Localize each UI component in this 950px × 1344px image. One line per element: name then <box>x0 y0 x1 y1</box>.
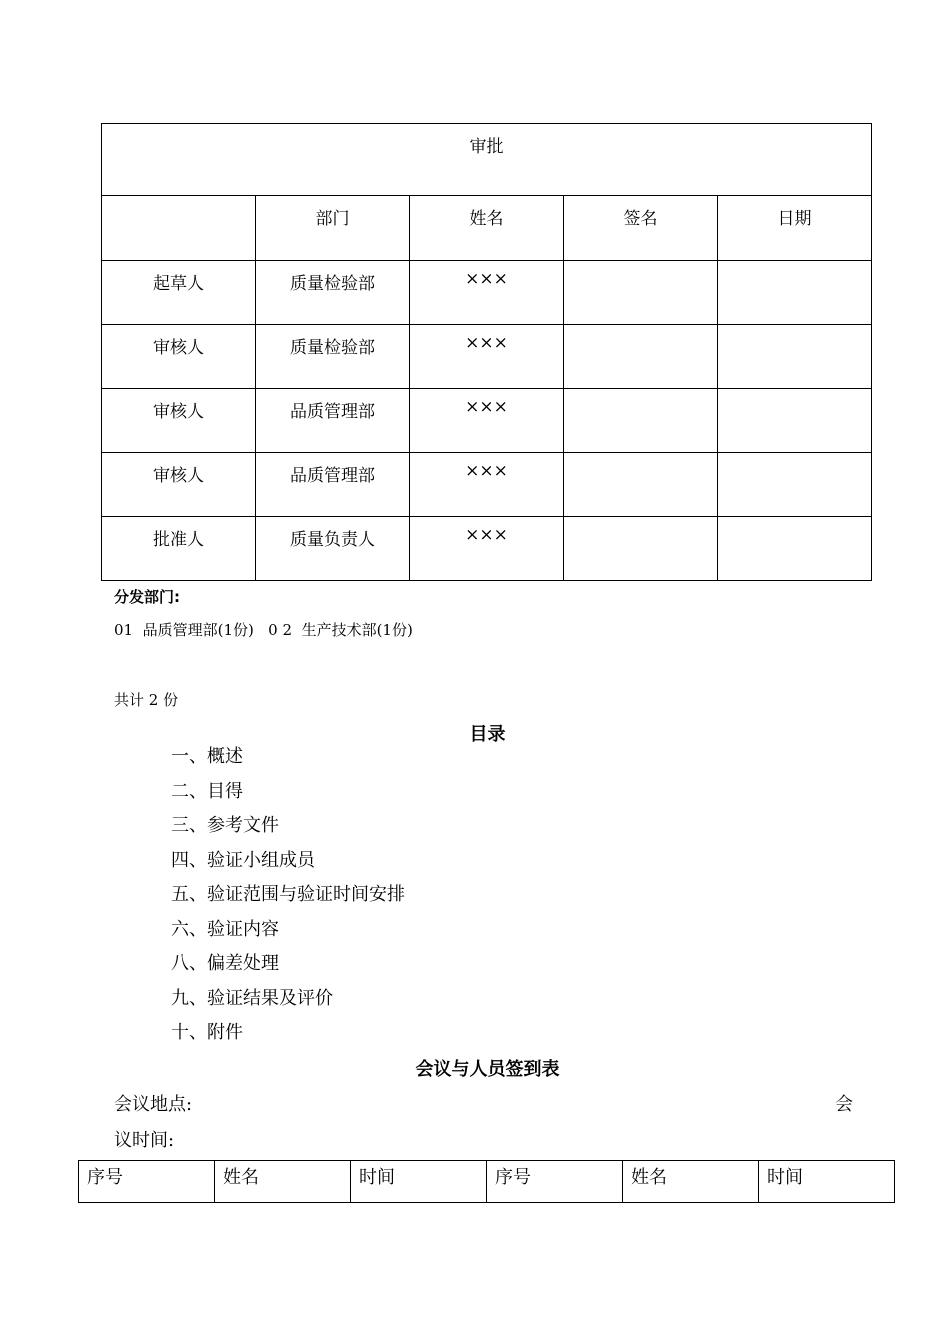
approval-title: 审批 <box>102 124 872 196</box>
approval-role: 批准人 <box>102 517 256 581</box>
signin-header-no: 序号 <box>79 1161 215 1203</box>
approval-name: ××× <box>410 325 564 389</box>
distribution-list: 01 品质管理部(1份) 0 2 生产技术部(1份) <box>114 621 413 639</box>
approval-date-cell[interactable] <box>718 453 872 517</box>
approval-name: ××× <box>410 453 564 517</box>
approval-signature-cell[interactable] <box>564 325 718 389</box>
toc-item[interactable]: 五、验证范围与验证时间安排 <box>171 884 405 905</box>
signin-table <box>78 1160 895 1203</box>
toc-item[interactable]: 二、目得 <box>171 780 243 802</box>
approval-role: 审核人 <box>102 453 256 517</box>
approval-dept: 质量检验部 <box>256 325 410 389</box>
approval-dept: 质量检验部 <box>256 261 410 325</box>
approval-dept: 品质管理部 <box>256 453 410 517</box>
signin-header-no: 序号 <box>487 1161 623 1203</box>
approval-header-signature: 签名 <box>564 196 718 261</box>
approval-name: ××× <box>410 517 564 581</box>
distribution-total: 共计 2 份 <box>114 691 179 709</box>
meeting-time-label-start: 会 <box>835 1094 853 1115</box>
approval-date-cell[interactable] <box>718 389 872 453</box>
meeting-location-label: 会议地点: <box>114 1094 193 1115</box>
approval-header-name: 姓名 <box>410 196 564 261</box>
approval-row <box>102 453 872 517</box>
signin-header-row <box>79 1161 895 1203</box>
approval-header-dept: 部门 <box>256 196 410 261</box>
approval-row <box>102 517 872 581</box>
approval-role: 审核人 <box>102 389 256 453</box>
approval-row <box>102 389 872 453</box>
toc-item[interactable]: 四、验证小组成员 <box>171 849 315 871</box>
approval-row <box>102 261 872 325</box>
signin-header-name: 姓名 <box>623 1161 759 1203</box>
approval-signature-cell[interactable] <box>564 517 718 581</box>
toc-item[interactable]: 八、偏差处理 <box>171 953 279 974</box>
approval-row <box>102 325 872 389</box>
approval-signature-cell[interactable] <box>564 453 718 517</box>
toc-item[interactable]: 六、验证内容 <box>171 918 279 940</box>
meeting-time-label: 议时间: <box>114 1130 175 1151</box>
approval-date-cell[interactable] <box>718 261 872 325</box>
approval-date-cell[interactable] <box>718 325 872 389</box>
approval-table <box>101 123 872 581</box>
signin-header-name: 姓名 <box>215 1161 351 1203</box>
distribution-label: 分发部门: <box>114 588 180 606</box>
toc-item[interactable]: 十、附件 <box>171 1022 243 1043</box>
approval-header-date: 日期 <box>718 196 872 261</box>
approval-signature-cell[interactable] <box>564 389 718 453</box>
approval-dept: 质量负责人 <box>256 517 410 581</box>
approval-name: ××× <box>410 261 564 325</box>
signin-header-time: 时间 <box>351 1161 487 1203</box>
toc-item[interactable]: 一、概述 <box>171 746 243 767</box>
approval-header-role <box>102 196 256 261</box>
signin-header-time: 时间 <box>759 1161 895 1203</box>
signin-title: 会议与人员签到表 <box>415 1059 560 1080</box>
toc-list <box>171 743 405 1054</box>
approval-name: ××× <box>410 389 564 453</box>
toc-item[interactable]: 九、验证结果及评价 <box>171 987 333 1009</box>
toc-title: 目录 <box>469 724 506 745</box>
approval-signature-cell[interactable] <box>564 261 718 325</box>
toc-item[interactable]: 三、参考文件 <box>171 815 279 836</box>
approval-role: 起草人 <box>102 261 256 325</box>
approval-date-cell[interactable] <box>718 517 872 581</box>
approval-dept: 品质管理部 <box>256 389 410 453</box>
approval-role: 审核人 <box>102 325 256 389</box>
